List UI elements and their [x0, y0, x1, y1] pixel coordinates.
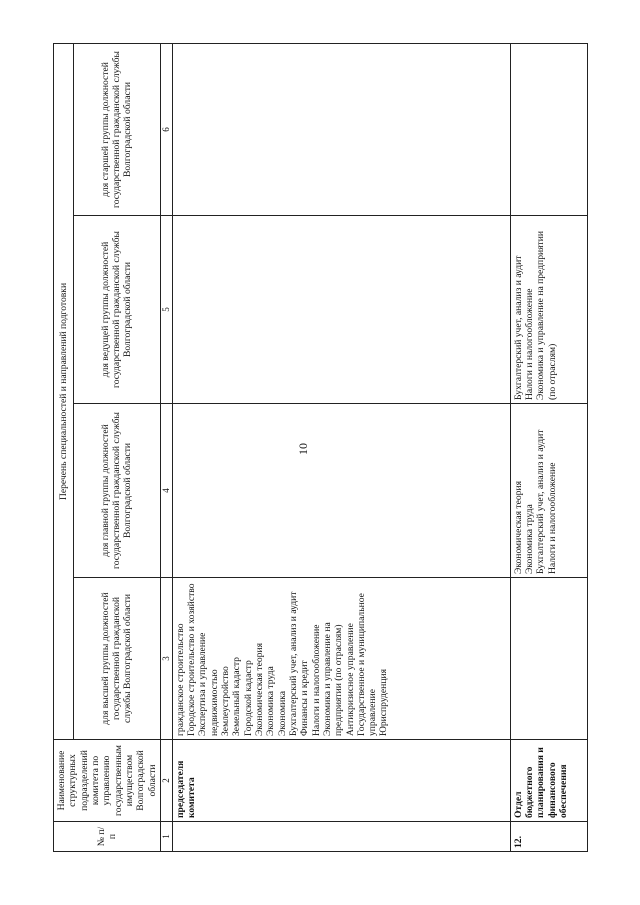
specialty-item: Налоги и налогообложение	[524, 288, 536, 400]
row1-col3	[172, 578, 510, 740]
specialty-item: Финансы и кредит	[299, 660, 311, 736]
header-row-2	[73, 43, 160, 851]
specialty-item: Налоги и налогообложение	[546, 462, 558, 574]
col-number: 2	[160, 740, 172, 822]
specialty-item: Государственное и муниципальное управление	[355, 593, 379, 736]
col-number: 5	[160, 216, 172, 404]
specialty-item: Землеустройство	[220, 666, 232, 736]
specialty-item: Юриспруденция	[378, 668, 390, 736]
table-row	[510, 43, 587, 851]
row1-col4	[172, 404, 510, 578]
specialty-item: Бухгалтерский учет, анализ и аудит	[287, 591, 299, 736]
specialty-item: гражданское строительство	[174, 623, 186, 736]
specialty-item: Экономика и управление на предприятии (по отраслям)	[321, 622, 345, 736]
specialty-item: Экспертиза и управление недвижимостью	[197, 632, 220, 736]
row-name: Отдел бюджетного планирования и финансового обеспечения	[510, 740, 587, 822]
header-col5: для ведущей группы должностей государственной гражданской службы Волгоградской области	[73, 216, 160, 404]
page-number: 10	[296, 443, 310, 455]
col-number: 6	[160, 43, 172, 215]
row-name: председателя комитета	[172, 740, 510, 822]
specialty-item: Бухгалтерский учет, анализ и аудит	[512, 255, 524, 400]
specialty-item: Земельный кадастр	[231, 657, 243, 736]
header-col3: для высшей группы должностей государственной гражданской службы Волгоградской области	[73, 578, 160, 740]
specialty-item: Экономика труда	[524, 504, 536, 574]
row2-col4	[510, 404, 587, 578]
specialty-item: Городское строительство и хозяйство	[186, 583, 198, 736]
row1-col5	[172, 216, 510, 404]
specialty-item: Экономическая теория	[254, 642, 265, 736]
col-number: 1	[160, 822, 172, 852]
row1-col6	[172, 43, 510, 215]
row2-col6	[510, 43, 587, 215]
specialty-item: Налоги и налогообложение	[310, 624, 322, 736]
specialty-item: Антикризисное управление	[344, 623, 356, 736]
specialty-item: Экономика	[276, 690, 288, 736]
rotated-page	[53, 44, 588, 852]
row-num: 12.	[510, 822, 587, 852]
header-row-1	[54, 43, 74, 851]
specialty-item: Экономическая теория	[512, 480, 524, 574]
row2-col5	[510, 216, 587, 404]
header-col4: для главной группы должностей государственной гражданской службы Волгоградской области	[73, 404, 160, 578]
specialties-table	[53, 43, 588, 852]
specialty-item: Экономика и управление на предприятии (по отраслям)	[535, 231, 558, 400]
header-num: № п/п	[54, 822, 161, 852]
col-number: 4	[160, 404, 172, 578]
table-row	[172, 43, 510, 851]
specialty-item: Городской кадастр	[242, 660, 254, 736]
header-group-span: Перечень специальностей и направлений подготовки	[54, 43, 74, 739]
row-num	[172, 822, 510, 852]
column-number-row	[160, 43, 172, 851]
col-number: 3	[160, 578, 172, 740]
header-name: Наименование структурных подразделений комитета по управлению государственным имуществом Волгоградской области	[54, 740, 161, 822]
header-col6: для старшей группы должностей государственной гражданской службы Волгоградской области	[73, 43, 160, 215]
specialty-item: Экономика труда	[265, 666, 277, 736]
specialty-item: Бухгалтерский учет, анализ и аудит	[535, 429, 547, 574]
row2-col3	[510, 578, 587, 740]
